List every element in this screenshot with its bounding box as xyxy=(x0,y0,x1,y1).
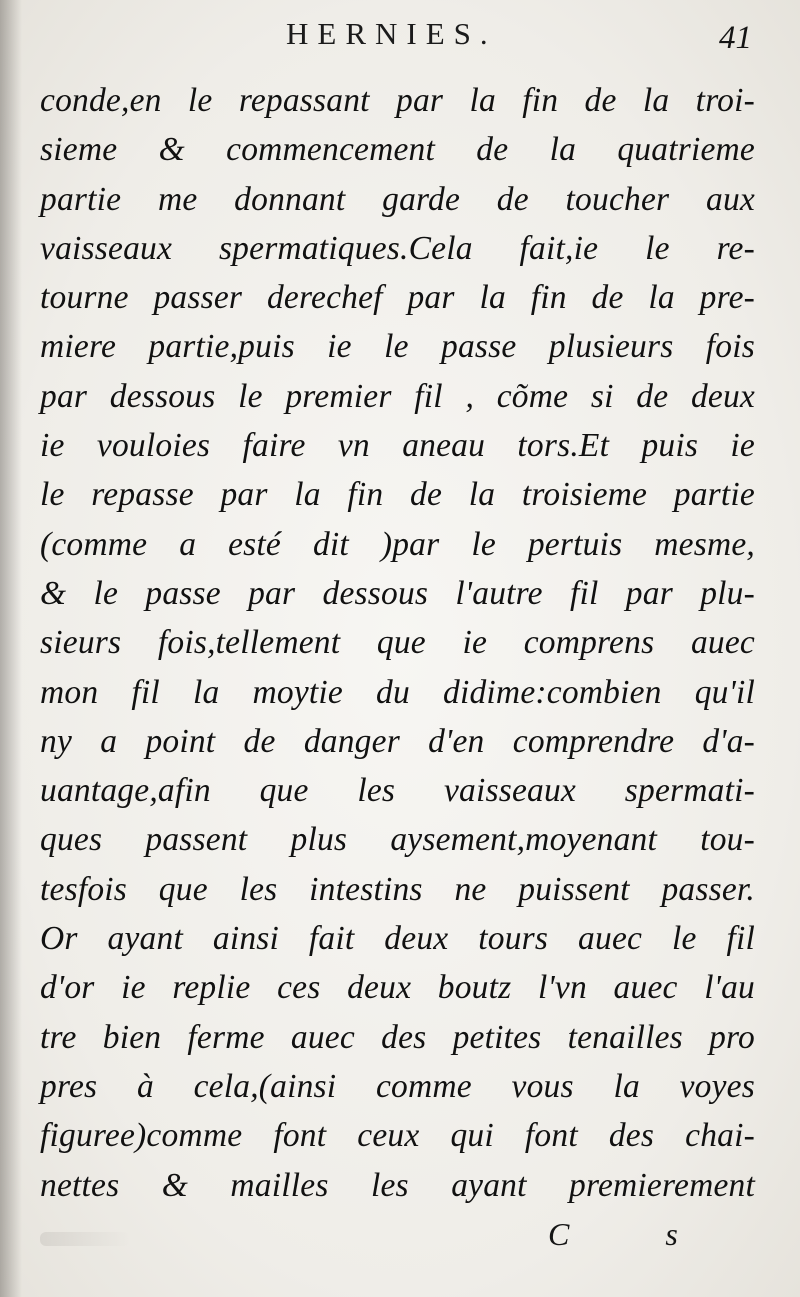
text-line: tourne passer derechef par la fin de la pre- xyxy=(40,279,755,317)
text-line: d'or ie replie ces deux boutz l'vn auec l'au xyxy=(40,969,755,1007)
text-line: (comme a esté dit )par le pertuis mesme, xyxy=(40,525,755,563)
text-line: partie me donnant garde de toucher aux xyxy=(40,180,755,218)
text-line: & le passe par dessous l'autre fil par plu- xyxy=(40,574,755,612)
text-line: ie vouloies faire vn aneau tors.Et puis ie xyxy=(40,427,755,465)
text-line: mon fil la moytie du didime:combien qu'il xyxy=(40,673,755,711)
text-line: Or ayant ainsi fait deux tours auec le fil xyxy=(40,920,755,958)
text-line: figuree)comme font ceux qui font des chai- xyxy=(40,1117,755,1155)
page-number: 41 xyxy=(719,20,752,56)
text-line: nettes & mailles les ayant premierement xyxy=(40,1166,755,1204)
text-line: ques passent plus aysement,moyenant tou- xyxy=(40,821,755,859)
text-line: uantage,afin que les vaisseaux spermati- xyxy=(40,772,755,810)
ink-bleed xyxy=(40,1232,130,1246)
text-line: sieurs fois,tellement que ie comprens auec xyxy=(40,624,755,662)
body-text xyxy=(40,76,755,1210)
text-line: ny a point de danger d'en comprendre d'a- xyxy=(40,722,755,760)
signature-mark: C s xyxy=(548,1216,722,1252)
text-line: miere partie,puis ie le passe plusieurs fois xyxy=(40,328,755,366)
text-line: par dessous le premier fil , cõme si de deux xyxy=(40,377,755,415)
text-line: tre bien ferme auec des petites tenailles pro xyxy=(40,1018,755,1056)
binding-shadow xyxy=(0,0,22,1297)
text-line: vaisseaux spermatiques.Cela fait,ie le re- xyxy=(40,229,755,267)
text-line: sieme & commencement de la quatrieme xyxy=(40,131,755,169)
page-header xyxy=(0,12,800,56)
running-title: HERNIES. xyxy=(286,16,497,51)
text-line: pres à cela,(ainsi comme vous la voyes xyxy=(40,1067,755,1105)
text-line: le repasse par la fin de la troisieme partie xyxy=(40,476,755,514)
text-line: tesfois que les intestins ne puissent passer. xyxy=(40,870,755,908)
text-line: conde,en le repassant par la fin de la troi- xyxy=(40,82,755,119)
